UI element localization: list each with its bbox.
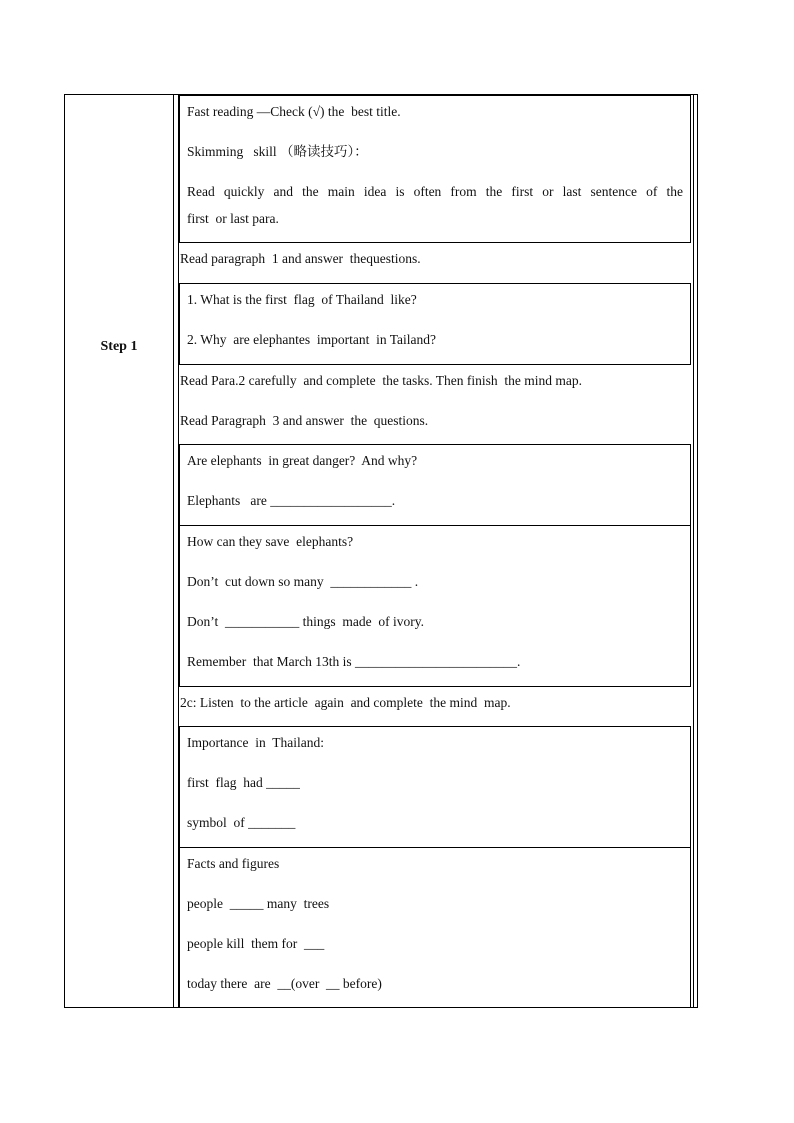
para3-question-2: How can they save elephants?	[187, 534, 354, 549]
para1-instruction: Read paragraph 1 and answer thequestions.	[180, 251, 421, 266]
para3-divider	[179, 525, 691, 526]
para3-question-1: Are elephants in great danger? And why?	[187, 453, 418, 468]
mind-map-divider	[179, 847, 691, 848]
para2-instruction: Read Para.2 carefully and complete the tasks. Then finish the mind map.	[180, 373, 583, 388]
importance-title: Importance in Thailand:	[187, 735, 324, 750]
para3-answer-4: Remember that March 13th is ________________________.	[187, 654, 521, 669]
facts-title: Facts and figures	[187, 856, 280, 871]
reading-tip-line-2: first or last para.	[187, 211, 279, 226]
fact-item-3: today there are __(over __ before)	[187, 976, 382, 991]
para3-instruction: Read Paragraph 3 and answer the questions.	[180, 413, 429, 428]
para3-questions-box	[179, 444, 691, 687]
para3-answer-3: Don’t ___________ things made of ivory.	[187, 614, 424, 629]
reading-tip-line-1: Read quickly and the main idea is often from the first or last sentence of the	[187, 184, 683, 199]
fact-item-2: people kill them for ___	[187, 936, 325, 951]
importance-item-1: first flag had _____	[187, 775, 300, 790]
listening-instruction: 2c: Listen to the article again and complete the mind map.	[180, 695, 511, 710]
para3-answer-2: Don’t cut down so many ____________ .	[187, 574, 419, 589]
right-border-line	[693, 95, 694, 1007]
para1-question-2: 2. Why are elephantes important in Tailand?	[187, 332, 436, 347]
fast-reading-title: Fast reading —Check (√) the best title.	[187, 104, 401, 119]
importance-item-2: symbol of _______	[187, 815, 296, 830]
step-label: Step 1	[100, 339, 138, 354]
fact-item-1: people _____ many trees	[187, 896, 330, 911]
skimming-skill: Skimming skill （略读技巧）：	[187, 144, 368, 159]
step-cell	[65, 95, 174, 1007]
para3-answer-1: Elephants are __________________.	[187, 493, 396, 508]
para1-question-1: 1. What is the first flag of Thailand like?	[187, 292, 417, 307]
